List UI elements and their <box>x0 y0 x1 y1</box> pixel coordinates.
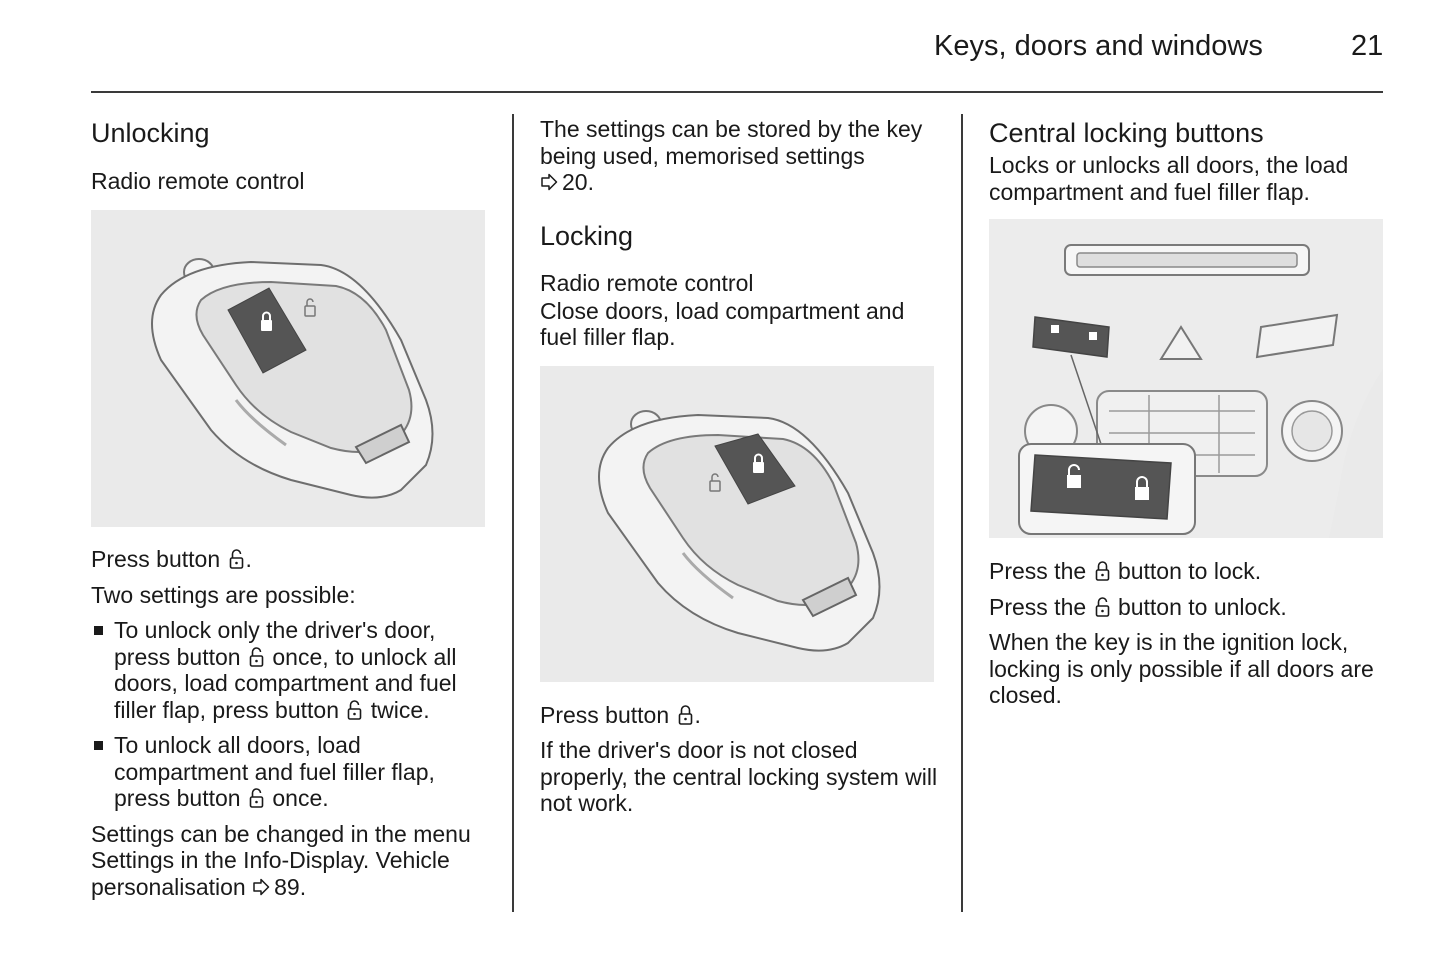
press-lock-instruction <box>540 702 940 729</box>
header-divider <box>91 91 1383 93</box>
memorised-text: The settings can be stored by the key being used, memorised settings <box>540 116 923 169</box>
press-unlock-button-text <box>989 594 1385 621</box>
page-number: 21 <box>1351 30 1384 62</box>
column-unlocking <box>91 112 489 900</box>
chapter-title: Keys, doors and windows <box>934 30 1263 62</box>
column-divider-2 <box>961 114 963 912</box>
press-unlock-instruction <box>91 546 489 573</box>
bullet2-text-b: once. <box>272 785 329 811</box>
list-item <box>91 617 489 723</box>
key-fob-lock-illustration <box>540 366 934 682</box>
bullet1-text-a: To unlock only the driver's door, press button <box>114 617 436 670</box>
press-lock-text: Press button <box>540 701 670 728</box>
unlock-icon <box>229 548 244 570</box>
bullet1-text-b: once, to unlock all doors, load compartment and fuel filler flap, press button <box>114 643 457 723</box>
key-fob-lock-drawing <box>540 366 934 682</box>
key-fob-unlock-drawing <box>91 210 485 527</box>
bullet1-text-c: twice. <box>370 696 430 723</box>
close-doors-text: Close doors, load compartment and fuel filler flap. <box>540 297 905 350</box>
settings-text-b: in the Info-Display. Vehicle personalisation <box>91 847 450 900</box>
ignition-lock-note: When the key is in the ignition lock, locking is only possible if all doors are closed. <box>989 629 1374 708</box>
central-locking-illustration <box>989 219 1383 538</box>
section-title-unlocking: Unlocking <box>91 118 210 148</box>
settings-page-ref: 89. <box>274 873 307 900</box>
list-item <box>91 732 489 812</box>
unlock-icon <box>249 646 264 668</box>
key-fob-unlock-illustration <box>91 210 485 527</box>
settings-text-a: Settings can be changed in the menu <box>91 820 471 847</box>
subheading-radio-remote-lock: Radio remote control <box>540 269 754 296</box>
settings-menu-name: Settings <box>91 847 175 873</box>
press-unlock-prefix: Press the <box>989 593 1087 620</box>
bullet-square <box>94 626 103 635</box>
press-unlock-suffix: . <box>245 546 252 572</box>
section-title-central-locking: Central locking buttons <box>989 118 1264 148</box>
central-locking-intro: Locks or unlocks all doors, the load compartment and fuel filler flap. <box>989 152 1349 205</box>
press-lock-button-text <box>989 558 1385 585</box>
page-reference-icon <box>252 878 270 896</box>
bullet2-text-a: To unlock all doors, load compartment and fuel filler flap, press button <box>114 732 435 811</box>
bullet-square <box>94 741 103 750</box>
subheading-radio-remote-unlock: Radio remote control <box>91 168 305 194</box>
page-reference-icon <box>540 173 558 191</box>
dashboard-drawing <box>989 219 1383 538</box>
unlock-icon <box>249 787 264 809</box>
press-unlock-suffix-text: button to unlock. <box>1117 593 1287 620</box>
column-locking <box>540 112 940 817</box>
press-lock-suffix: . <box>694 701 701 728</box>
column-central-locking <box>989 112 1385 709</box>
door-warning-text: If the driver's door is not closed properly, the central locking system will not work. <box>540 737 938 816</box>
settings-change-text <box>91 821 489 901</box>
press-lock-prefix: Press the <box>989 558 1087 584</box>
two-settings-text: Two settings are possible: <box>91 581 356 608</box>
lock-icon <box>1095 560 1110 582</box>
section-title-locking: Locking <box>540 220 634 251</box>
unlock-icon <box>347 699 362 721</box>
unlock-settings-list <box>91 617 489 812</box>
press-lock-suffix-text: button to lock. <box>1117 558 1262 584</box>
memorised-settings-text <box>540 116 940 196</box>
lock-icon <box>678 704 693 726</box>
column-divider-1 <box>512 114 514 912</box>
press-unlock-text: Press button <box>91 546 221 572</box>
memorised-page-ref: 20. <box>562 169 594 195</box>
unlock-icon <box>1095 596 1110 618</box>
